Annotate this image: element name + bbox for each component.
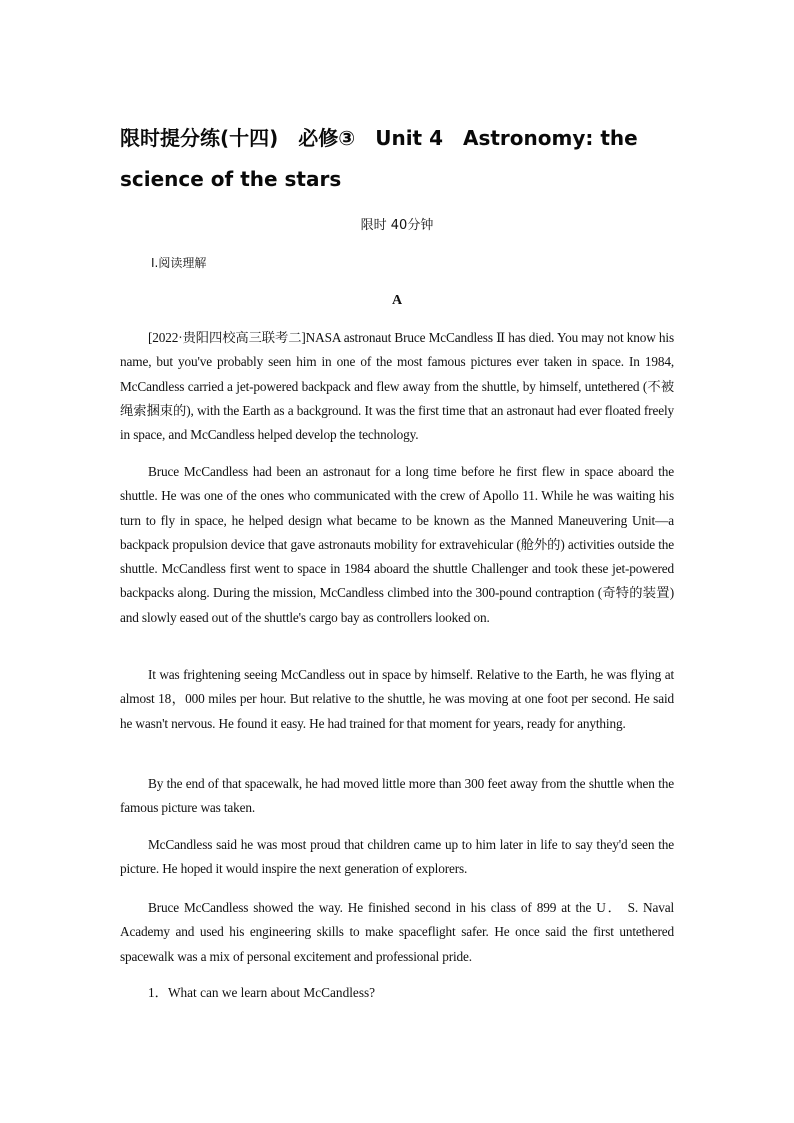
title-line-2: science of the stars: [120, 167, 342, 191]
page-title: [120, 118, 676, 200]
title-line-1: 限时提分练(十四) 必修③ Unit 4 Astronomy: the: [120, 126, 638, 150]
paragraph-2: Bruce McCandless had been an astronaut for a long time before he first flew in space aboard the shuttle. He was one of the ones who communicated with the crew of Apollo 11. While he was waiting his turn to fly in space, he helped design what became to be known as the Manned Maneuvering Unit—a backpack propulsion device that gave astronauts mobility for extravehicular (舱外的) activities outside the shuttle. McCandless first went to space in 1984 aboard the shuttle Challenger and took these jet-powered backpacks along. During the mission, McCandless climbed into the 300-pound contraption (奇特的装置) and slowly eased out of the shuttle's cargo bay as controllers looked on.: [120, 464, 674, 625]
section-heading: Ⅰ.阅读理解: [151, 256, 207, 270]
paragraph-4: By the end of that spacewalk, he had moved little more than 300 feet away from the shuttle when the famous picture was taken.: [120, 776, 674, 816]
question-1: 1．What can we learn about McCandless?: [148, 985, 376, 1000]
paragraph-3: It was frightening seeing McCandless out in space by himself. Relative to the Earth, he was flying at almost 18，000 miles per hour. But relative to the shuttle, he was moving at one foot per second. He said he wasn't nervous. He found it easy. He had trained for that moment for years, ready for anything.: [120, 667, 674, 731]
paragraph-5: McCandless said he was most proud that children came up to him later in life to say they'd seen the picture. He hoped it would inspire the next generation of explorers.: [120, 837, 674, 877]
passage-label: A: [391, 293, 403, 308]
paragraph-6: Bruce McCandless showed the way. He finished second in his class of 899 at the U． S. Naval Academy and used his engineering skills to make spaceflight safer. He once said the first untethered spacewalk was a mix of personal excitement and professional pride.: [120, 900, 674, 964]
paragraph-1: [2022·贵阳四校高三联考二]NASA astronaut Bruce McCandless Ⅱ has died. You may not know his name, but you've probably seen him in one of the most famous pictures ever taken in space. In 1984, McCandless carried a jet-powered backpack and flew away from the shuttle, by himself, untethered (不被绳索捆束的), with the Earth as a background. It was the first time that an astronaut had ever floated freely in space, and McCandless helped develop the technology.: [120, 330, 674, 443]
time-limit: 限时 40分钟: [360, 218, 434, 233]
